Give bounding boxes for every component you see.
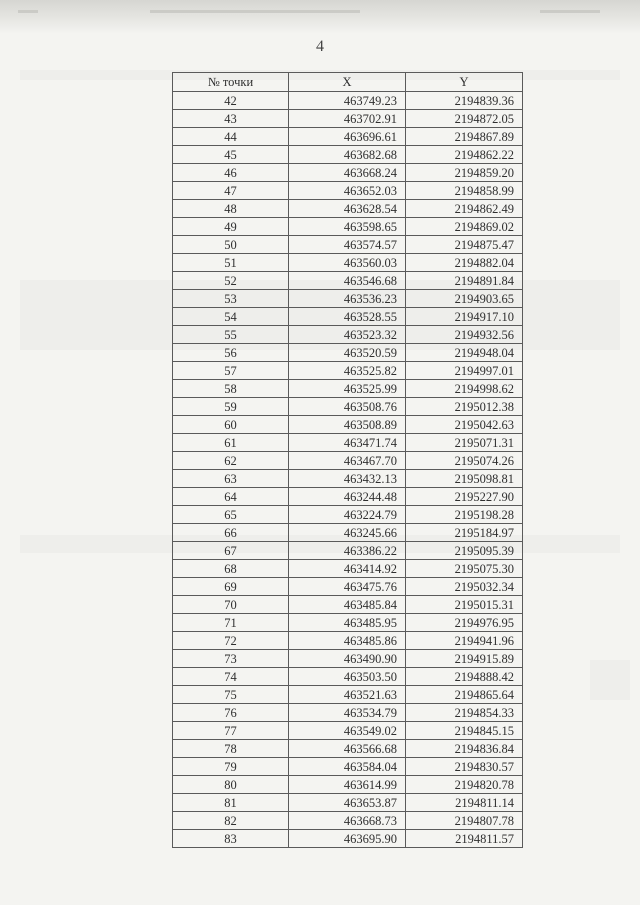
x-coordinate-cell: 463508.89 xyxy=(289,416,406,434)
table-header-row xyxy=(173,73,523,92)
y-coordinate-cell: 2194888.42 xyxy=(406,668,523,686)
y-coordinate-cell: 2194839.36 xyxy=(406,92,523,110)
x-coordinate-cell: 463534.79 xyxy=(289,704,406,722)
point-number-cell: 54 xyxy=(173,308,289,326)
x-coordinate-cell: 463584.04 xyxy=(289,758,406,776)
y-coordinate-cell: 2194882.04 xyxy=(406,254,523,272)
table-row xyxy=(173,794,523,812)
header-x: X xyxy=(289,73,406,92)
table-row xyxy=(173,812,523,830)
point-number-cell: 73 xyxy=(173,650,289,668)
point-number-cell: 79 xyxy=(173,758,289,776)
point-number-cell: 78 xyxy=(173,740,289,758)
scan-bleed-mark xyxy=(540,10,600,13)
x-coordinate-cell: 463546.68 xyxy=(289,272,406,290)
y-coordinate-cell: 2194998.62 xyxy=(406,380,523,398)
y-coordinate-cell: 2195227.90 xyxy=(406,488,523,506)
scan-bleed-mark xyxy=(150,10,360,13)
point-number-cell: 76 xyxy=(173,704,289,722)
table-row xyxy=(173,398,523,416)
point-number-cell: 50 xyxy=(173,236,289,254)
table-row xyxy=(173,380,523,398)
table-row xyxy=(173,524,523,542)
table-row xyxy=(173,110,523,128)
x-coordinate-cell: 463536.23 xyxy=(289,290,406,308)
point-number-cell: 51 xyxy=(173,254,289,272)
table-body xyxy=(173,92,523,848)
table-row xyxy=(173,632,523,650)
x-coordinate-cell: 463485.95 xyxy=(289,614,406,632)
y-coordinate-cell: 2195184.97 xyxy=(406,524,523,542)
table-row xyxy=(173,650,523,668)
x-coordinate-cell: 463471.74 xyxy=(289,434,406,452)
x-coordinate-cell: 463432.13 xyxy=(289,470,406,488)
table-row xyxy=(173,740,523,758)
point-number-cell: 52 xyxy=(173,272,289,290)
x-coordinate-cell: 463485.86 xyxy=(289,632,406,650)
y-coordinate-cell: 2194932.56 xyxy=(406,326,523,344)
table-row xyxy=(173,434,523,452)
y-coordinate-cell: 2194891.84 xyxy=(406,272,523,290)
point-number-cell: 64 xyxy=(173,488,289,506)
table-row xyxy=(173,722,523,740)
y-coordinate-cell: 2194976.95 xyxy=(406,614,523,632)
point-number-cell: 58 xyxy=(173,380,289,398)
header-y: Y xyxy=(406,73,523,92)
x-coordinate-cell: 463528.55 xyxy=(289,308,406,326)
point-number-cell: 43 xyxy=(173,110,289,128)
y-coordinate-cell: 2194867.89 xyxy=(406,128,523,146)
point-number-cell: 69 xyxy=(173,578,289,596)
x-coordinate-cell: 463566.68 xyxy=(289,740,406,758)
point-number-cell: 77 xyxy=(173,722,289,740)
x-coordinate-cell: 463525.99 xyxy=(289,380,406,398)
x-coordinate-cell: 463668.73 xyxy=(289,812,406,830)
x-coordinate-cell: 463653.87 xyxy=(289,794,406,812)
y-coordinate-cell: 2194872.05 xyxy=(406,110,523,128)
point-number-cell: 81 xyxy=(173,794,289,812)
point-number-cell: 66 xyxy=(173,524,289,542)
x-coordinate-cell: 463749.23 xyxy=(289,92,406,110)
y-coordinate-cell: 2194915.89 xyxy=(406,650,523,668)
x-coordinate-cell: 463525.82 xyxy=(289,362,406,380)
y-coordinate-cell: 2194903.65 xyxy=(406,290,523,308)
y-coordinate-cell: 2195015.31 xyxy=(406,596,523,614)
x-coordinate-cell: 463574.57 xyxy=(289,236,406,254)
y-coordinate-cell: 2194917.10 xyxy=(406,308,523,326)
page-number: 4 xyxy=(316,38,324,55)
table-row xyxy=(173,308,523,326)
table-row xyxy=(173,362,523,380)
x-coordinate-cell: 463414.92 xyxy=(289,560,406,578)
point-number-cell: 67 xyxy=(173,542,289,560)
table-row xyxy=(173,614,523,632)
table-row xyxy=(173,704,523,722)
point-number-cell: 57 xyxy=(173,362,289,380)
x-coordinate-cell: 463508.76 xyxy=(289,398,406,416)
x-coordinate-cell: 463244.48 xyxy=(289,488,406,506)
table-row xyxy=(173,596,523,614)
table-row xyxy=(173,488,523,506)
x-coordinate-cell: 463386.22 xyxy=(289,542,406,560)
point-number-cell: 82 xyxy=(173,812,289,830)
table-row xyxy=(173,236,523,254)
y-coordinate-cell: 2194941.96 xyxy=(406,632,523,650)
table-row xyxy=(173,146,523,164)
point-number-cell: 68 xyxy=(173,560,289,578)
point-number-cell: 75 xyxy=(173,686,289,704)
table-row xyxy=(173,506,523,524)
point-number-cell: 59 xyxy=(173,398,289,416)
table-row xyxy=(173,344,523,362)
point-number-cell: 55 xyxy=(173,326,289,344)
x-coordinate-cell: 463523.32 xyxy=(289,326,406,344)
table-row xyxy=(173,470,523,488)
point-number-cell: 63 xyxy=(173,470,289,488)
y-coordinate-cell: 2194869.02 xyxy=(406,218,523,236)
table-row xyxy=(173,272,523,290)
point-number-cell: 60 xyxy=(173,416,289,434)
y-coordinate-cell: 2195198.28 xyxy=(406,506,523,524)
x-coordinate-cell: 463696.61 xyxy=(289,128,406,146)
x-coordinate-cell: 463549.02 xyxy=(289,722,406,740)
point-number-cell: 65 xyxy=(173,506,289,524)
y-coordinate-cell: 2194875.47 xyxy=(406,236,523,254)
point-number-cell: 46 xyxy=(173,164,289,182)
point-number-cell: 70 xyxy=(173,596,289,614)
x-coordinate-cell: 463560.03 xyxy=(289,254,406,272)
y-coordinate-cell: 2195098.81 xyxy=(406,470,523,488)
x-coordinate-cell: 463245.66 xyxy=(289,524,406,542)
header-point-number: № точки xyxy=(173,73,289,92)
x-coordinate-cell: 463598.65 xyxy=(289,218,406,236)
y-coordinate-cell: 2194859.20 xyxy=(406,164,523,182)
point-number-cell: 49 xyxy=(173,218,289,236)
y-coordinate-cell: 2194948.04 xyxy=(406,344,523,362)
x-coordinate-cell: 463485.84 xyxy=(289,596,406,614)
point-number-cell: 80 xyxy=(173,776,289,794)
y-coordinate-cell: 2195095.39 xyxy=(406,542,523,560)
y-coordinate-cell: 2194807.78 xyxy=(406,812,523,830)
y-coordinate-cell: 2195071.31 xyxy=(406,434,523,452)
y-coordinate-cell: 2194854.33 xyxy=(406,704,523,722)
y-coordinate-cell: 2194845.15 xyxy=(406,722,523,740)
table-row xyxy=(173,758,523,776)
point-number-cell: 72 xyxy=(173,632,289,650)
table-row xyxy=(173,542,523,560)
x-coordinate-cell: 463652.03 xyxy=(289,182,406,200)
x-coordinate-cell: 463702.91 xyxy=(289,110,406,128)
y-coordinate-cell: 2194836.84 xyxy=(406,740,523,758)
y-coordinate-cell: 2194830.57 xyxy=(406,758,523,776)
table-row xyxy=(173,830,523,848)
x-coordinate-cell: 463695.90 xyxy=(289,830,406,848)
x-coordinate-cell: 463490.90 xyxy=(289,650,406,668)
table-row xyxy=(173,668,523,686)
scan-bleed-mark xyxy=(18,10,38,13)
table-row xyxy=(173,776,523,794)
x-coordinate-cell: 463467.70 xyxy=(289,452,406,470)
x-coordinate-cell: 463521.63 xyxy=(289,686,406,704)
table-row xyxy=(173,452,523,470)
y-coordinate-cell: 2195075.30 xyxy=(406,560,523,578)
y-coordinate-cell: 2195032.34 xyxy=(406,578,523,596)
table-row xyxy=(173,254,523,272)
point-number-cell: 71 xyxy=(173,614,289,632)
show-through-band xyxy=(590,660,630,700)
table-row xyxy=(173,560,523,578)
table-row xyxy=(173,164,523,182)
x-coordinate-cell: 463224.79 xyxy=(289,506,406,524)
point-number-cell: 47 xyxy=(173,182,289,200)
x-coordinate-cell: 463475.76 xyxy=(289,578,406,596)
point-number-cell: 83 xyxy=(173,830,289,848)
table-row xyxy=(173,686,523,704)
point-number-cell: 74 xyxy=(173,668,289,686)
table-row xyxy=(173,326,523,344)
x-coordinate-cell: 463520.59 xyxy=(289,344,406,362)
y-coordinate-cell: 2195074.26 xyxy=(406,452,523,470)
x-coordinate-cell: 463614.99 xyxy=(289,776,406,794)
coordinates-table xyxy=(172,72,523,848)
point-number-cell: 48 xyxy=(173,200,289,218)
y-coordinate-cell: 2194811.57 xyxy=(406,830,523,848)
table-row xyxy=(173,578,523,596)
table-row xyxy=(173,218,523,236)
y-coordinate-cell: 2194811.14 xyxy=(406,794,523,812)
x-coordinate-cell: 463628.54 xyxy=(289,200,406,218)
y-coordinate-cell: 2194865.64 xyxy=(406,686,523,704)
table-row xyxy=(173,92,523,110)
point-number-cell: 45 xyxy=(173,146,289,164)
y-coordinate-cell: 2194820.78 xyxy=(406,776,523,794)
table-row xyxy=(173,416,523,434)
point-number-cell: 56 xyxy=(173,344,289,362)
table-row xyxy=(173,290,523,308)
x-coordinate-cell: 463503.50 xyxy=(289,668,406,686)
table-row xyxy=(173,182,523,200)
point-number-cell: 44 xyxy=(173,128,289,146)
table-row xyxy=(173,200,523,218)
point-number-cell: 61 xyxy=(173,434,289,452)
scan-top-edge xyxy=(0,0,640,34)
point-number-cell: 42 xyxy=(173,92,289,110)
y-coordinate-cell: 2195042.63 xyxy=(406,416,523,434)
point-number-cell: 53 xyxy=(173,290,289,308)
y-coordinate-cell: 2195012.38 xyxy=(406,398,523,416)
y-coordinate-cell: 2194858.99 xyxy=(406,182,523,200)
y-coordinate-cell: 2194862.22 xyxy=(406,146,523,164)
x-coordinate-cell: 463668.24 xyxy=(289,164,406,182)
x-coordinate-cell: 463682.68 xyxy=(289,146,406,164)
table-row xyxy=(173,128,523,146)
y-coordinate-cell: 2194862.49 xyxy=(406,200,523,218)
y-coordinate-cell: 2194997.01 xyxy=(406,362,523,380)
point-number-cell: 62 xyxy=(173,452,289,470)
